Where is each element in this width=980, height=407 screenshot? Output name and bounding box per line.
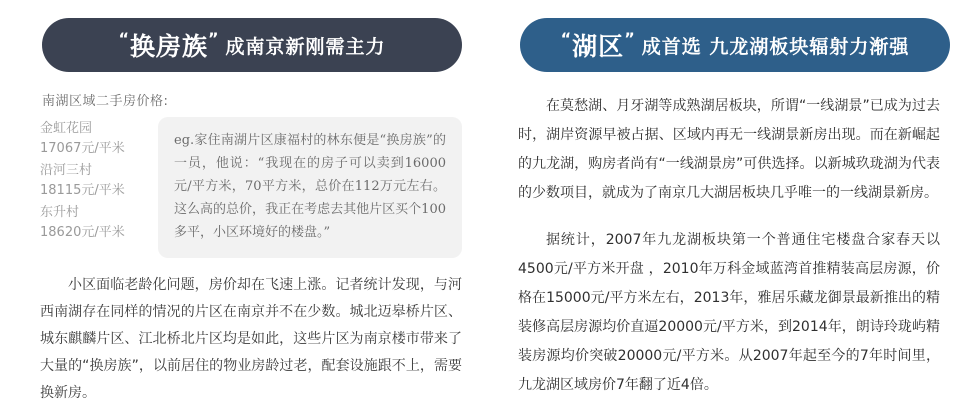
left-headline-banner <box>42 18 462 72</box>
left-body-paragraph: 小区面临老龄化问题，房价却在飞速上涨。记者统计发现，与河西南湖存在同样的情况的片区在南京并不在少数。城北迈皋桥片区、城东麒麟片区、江北桥北片区均是如此，这些片区为南京楼市带来了大量的“换房族”，以前居住的物业房龄过老，配套设施跟不上，需要换新房。 <box>40 277 462 401</box>
left-quote-close: ” <box>208 29 220 48</box>
price-item <box>40 203 150 243</box>
price-item-name: 沿河三村 <box>40 163 93 178</box>
right-quote-open: “ <box>560 29 573 48</box>
price-list-subhead: 南湖区域二手房价格: <box>42 94 169 109</box>
right-body-paragraph-1: 在莫愁湖、月牙湖等成熟湖居板块，所谓“一线湖景”已成为过去时，湖岸资源早被占据、区域内再无一线湖景新房出现。而在新崛起的九龙湖，购房者尚有“一线湖景房”可供选择。以新城玖珑湖为代表的少数项目，就成为了南京几大湖居板块几乎唯一的一线湖景新房。 <box>518 98 940 201</box>
price-and-quote-row <box>40 117 462 258</box>
right-headline-keyword-group <box>561 27 636 63</box>
right-headline-tail: 成首选 九龙湖板块辐射力渐强 <box>641 35 910 58</box>
right-headline-banner <box>520 18 950 72</box>
right-headline-keyword: 湖区 <box>572 32 625 61</box>
price-item-value: 17067元/平米 <box>40 141 125 156</box>
price-item <box>40 161 150 201</box>
price-item-value: 18115元/平米 <box>40 183 125 198</box>
left-headline-tail: 成南京新刚需主力 <box>225 35 386 58</box>
quote-callout-box <box>158 117 462 258</box>
quote-callout-text: eg.家住南湖片区康福村的林东便是“换房族”的一员，他说：“我现在的房子可以卖到16000元/平方米，70平方米，总价在112万元左右。这么高的总价，我正在考虑去其他片区买个100多平，小区环境好的楼盘。” <box>174 133 446 240</box>
left-quote-open: “ <box>118 29 130 48</box>
left-headline-keyword: 换房族 <box>129 32 208 61</box>
left-column <box>0 0 490 400</box>
right-quote-close: ” <box>624 29 636 48</box>
price-item-value: 18620元/平米 <box>40 225 125 240</box>
left-headline-keyword-group <box>118 27 219 63</box>
right-column <box>490 0 980 400</box>
price-item-name: 东升村 <box>40 205 80 220</box>
price-list <box>40 117 150 245</box>
right-body-paragraph-2: 据统计，2007年九龙湖板块第一个普通住宅楼盘合家春天以4500元/平方米开盘 ，2010年万科金域蓝湾首推精装高层房源，价格在15000元/平方米左右，2013年，雅居乐藏龙御景最新推出的精装修高层房源均价直逼20000元/平方米，到2014年，朗诗玲珑屿精装房源均价突破20000元/平方米。从2007年起至今的7年时间里，九龙湖区域房价7年翻了近4倍。 <box>518 232 940 393</box>
price-item <box>40 119 150 159</box>
price-item-name: 金虹花园 <box>40 121 93 136</box>
